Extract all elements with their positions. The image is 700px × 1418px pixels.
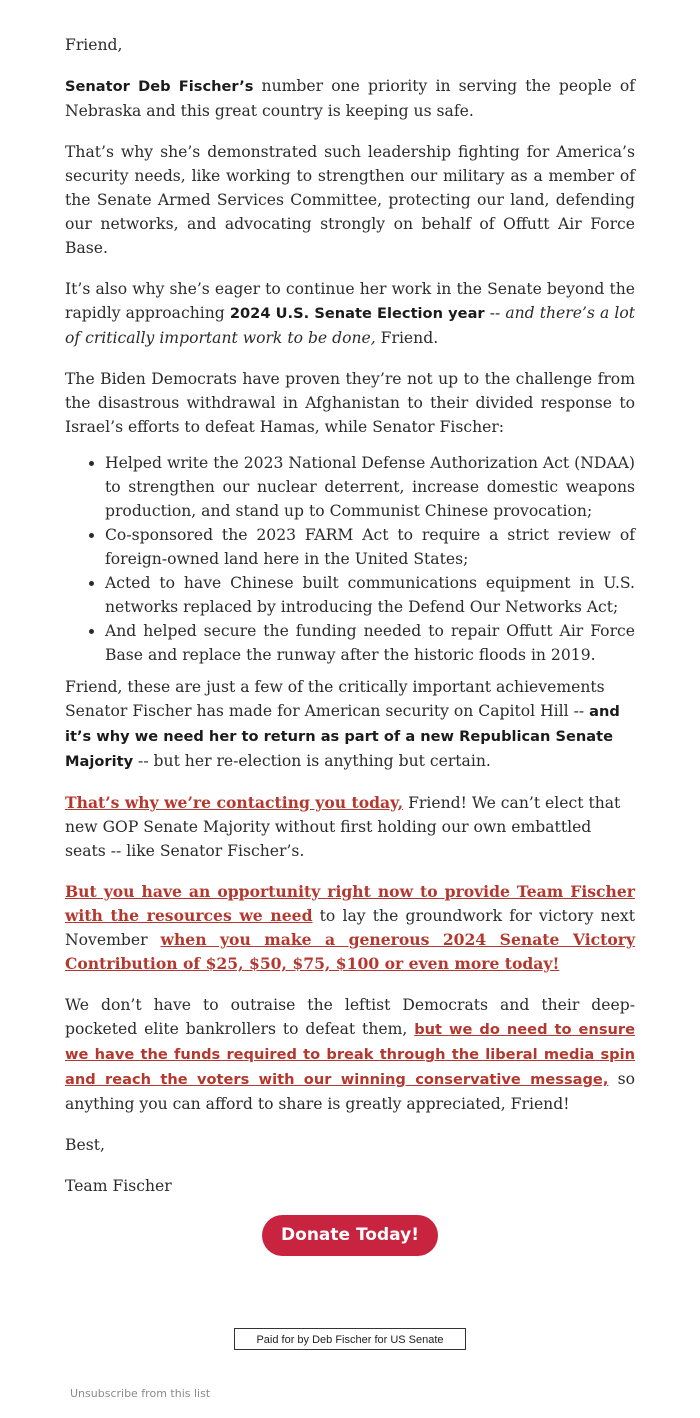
paragraph-election xyxy=(65,277,635,350)
paragraph-majority xyxy=(65,675,635,774)
majority-text-a: Friend, these are just a few of the critically important achievements Senator Fischer has made for American security on Capitol Hill -- xyxy=(65,678,605,720)
list-item: • And helped secure the funding needed to repair Offutt Air Force Base and replace the runway after the historic floods in 2019. xyxy=(105,619,635,667)
unsubscribe-link[interactable]: Unsubscribe from this list xyxy=(70,1387,211,1400)
opportunity-text: to lay the groundwork for victory next November xyxy=(65,907,635,949)
signoff: Best, xyxy=(65,1136,105,1154)
list-item: • Acted to have Chinese built communications equipment in U.S. networks replaced by introducing the Defend Our Networks Act; xyxy=(105,571,635,619)
paragraph-contacting xyxy=(65,791,635,863)
senator-name: Senator Deb Fischer’s xyxy=(65,78,254,95)
election-dash: -- xyxy=(484,304,506,322)
greeting: Friend, xyxy=(65,36,123,54)
list-item: • Co-sponsored the 2023 FARM Act to require a strict review of foreign-owned land here in the United States; xyxy=(105,523,635,571)
list-item: • Helped write the 2023 National Defense Authorization Act (NDAA) to strengthen our nuclear deterrent, increase domestic weapons production, and stand up to Communist Chinese provocation; xyxy=(105,451,635,523)
funds-link[interactable]: but we do need to ensure we have the funds required to break through the liberal media spin and reach the voters with our winning conservative message, xyxy=(65,1021,635,1088)
donate-button[interactable]: Donate Today! xyxy=(262,1215,438,1256)
paragraph-democrats: The Biden Democrats have proven they’re not up to the challenge from the disastrous withdrawal in Afghanistan to their divided response to Israel’s efforts to defeat Hamas, while Senator Fischer: xyxy=(65,370,635,436)
achievements-list xyxy=(65,451,635,667)
donate-button-row xyxy=(0,1215,700,1256)
opportunity-link[interactable]: But you have an opportunity right now to provide Team Fischer with the resources we need xyxy=(65,882,635,925)
paragraph-leadership: That’s why she’s demonstrated such leadership fighting for America’s security needs, like working to strengthen our military as a member of the Senate Armed Services Committee, protecting our land, defending our networks, and advocating strongly on behalf of Offutt Air Force Base. xyxy=(65,143,635,257)
election-italic: and there’s a lot of critically important work to be done, xyxy=(65,304,636,347)
paragraph-outraise xyxy=(65,993,635,1116)
majority-bold: and it’s why we need her to return as part of a new Republican Senate Majority xyxy=(65,703,620,770)
contacting-text: Friend! We can’t elect that new GOP Senate Majority without first holding our own embattled seats -- like Senator Fischer’s. xyxy=(65,794,621,860)
paid-for-disclaimer: Paid for by Deb Fischer for US Senate xyxy=(234,1328,466,1350)
contacting-link[interactable]: That’s why we’re contacting you today, xyxy=(65,793,404,812)
election-text-a: It’s also why she’s eager to continue her work in the Senate beyond the rapidly approaching xyxy=(65,280,635,322)
contribution-link[interactable]: when you make a generous 2024 Senate Victory Contribution of $25, $50, $75, $100 or even more today! xyxy=(65,930,636,973)
outraise-text-a: We don’t have to outraise the leftist Democrats and their deep-pocketed elite bankrollers to defeat them, xyxy=(65,996,635,1038)
outraise-text-b: so anything you can afford to share is greatly appreciated, Friend! xyxy=(65,1070,635,1113)
paragraph-intro xyxy=(65,74,635,123)
majority-text-b: -- but her re-election is anything but certain. xyxy=(133,752,491,770)
signature: Team Fischer xyxy=(65,1177,172,1195)
intro-text: number one priority in serving the people of Nebraska and this great country is keeping us safe. xyxy=(65,77,635,120)
paragraph-opportunity xyxy=(65,880,635,976)
election-year: 2024 U.S. Senate Election year xyxy=(229,305,485,322)
email-body xyxy=(65,33,635,1215)
election-text-c: Friend. xyxy=(375,329,439,347)
